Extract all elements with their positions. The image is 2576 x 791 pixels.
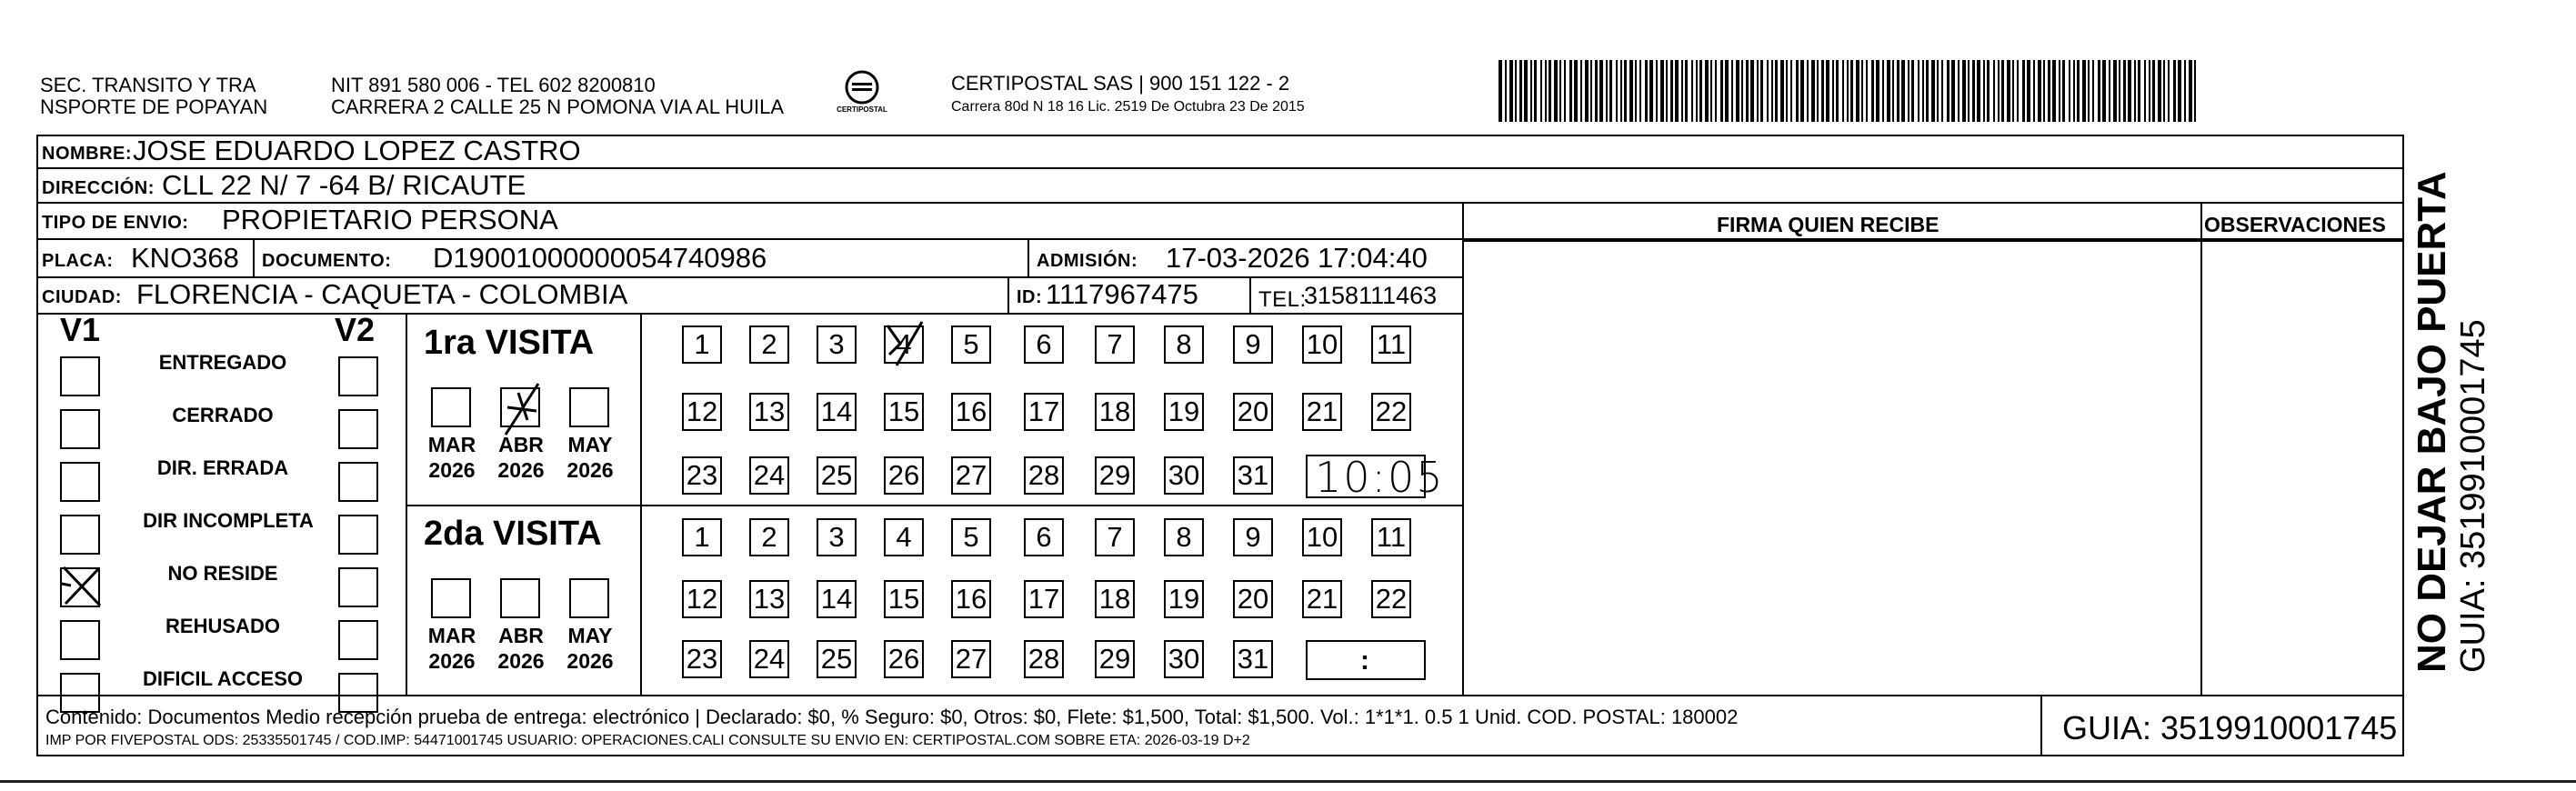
visit1-day-box[interactable]: 24 xyxy=(749,456,789,495)
admission-value: 17-03-2026 17:04:40 xyxy=(1166,242,1428,274)
tel-divider xyxy=(1249,278,1251,313)
footer-guia-divider xyxy=(2040,695,2042,756)
document-label: DOCUMENTO: xyxy=(262,251,392,271)
visit1-month-label: ABR xyxy=(498,433,544,456)
visit2-day-box[interactable]: 26 xyxy=(884,640,924,678)
v1-checkbox[interactable] xyxy=(60,356,100,396)
v2-label: V2 xyxy=(335,311,376,348)
v1-checkbox[interactable] xyxy=(60,515,100,555)
visit2-day-box[interactable]: 9 xyxy=(1233,518,1273,556)
sender-nit: NIT 891 580 006 - TEL 602 8200810 xyxy=(331,74,656,96)
visit1-day-box[interactable]: 25 xyxy=(817,456,857,495)
visit1-day-box[interactable]: 16 xyxy=(951,393,991,431)
status-label: REHUSADO xyxy=(165,615,280,637)
visit1-time-box[interactable] xyxy=(1306,453,1445,502)
visit1-day-box[interactable]: 11 xyxy=(1371,325,1411,364)
visit2-day-box[interactable]: 22 xyxy=(1371,580,1411,618)
visit2-month-label: MAY xyxy=(567,624,613,647)
id-value: 1117967475 xyxy=(1046,278,1198,310)
address-label: DIRECCIÓN: xyxy=(42,178,155,198)
row-city xyxy=(36,278,1464,315)
visit2-day-box[interactable]: 17 xyxy=(1024,580,1064,618)
barcode-space xyxy=(2196,60,2199,122)
visit2-day-box[interactable]: 28 xyxy=(1024,640,1064,678)
visit2-day-box[interactable]: 16 xyxy=(951,580,991,618)
tel-value: 3158111463 xyxy=(1304,282,1438,309)
status-label: DIR. ERRADA xyxy=(156,456,289,479)
visit2-day-box[interactable]: 20 xyxy=(1233,580,1273,618)
footer-contents: Contenido: Documentos Medio recepción prueba de entrega: electrónico | Declarado: $0, % Seguro: $0, Otros: $0, Flete: $1,500, Total: $1,500. Vol.: 1*1*1. 0.5 1 Unid. COD. POSTAL: 180002 xyxy=(45,706,1739,728)
type-label: TIPO DE ENVIO: xyxy=(42,213,189,233)
plate-label: PLACA: xyxy=(42,251,114,271)
visit2-day-box[interactable]: 14 xyxy=(817,580,857,618)
document-value: D19001000000054740986 xyxy=(433,242,767,274)
visit1-day-box[interactable]: 19 xyxy=(1164,393,1204,431)
visit1-day-box[interactable]: 20 xyxy=(1233,393,1273,431)
visit1-day-box[interactable]: 10 xyxy=(1302,325,1342,364)
sender-address: CARRERA 2 CALLE 25 N POMONA VIA AL HUILA xyxy=(331,95,785,118)
visit2-month-checkbox[interactable] xyxy=(431,578,471,618)
signature-header: FIRMA QUIEN RECIBE xyxy=(1717,213,1940,236)
visit2-month-checkbox[interactable] xyxy=(569,578,609,618)
visit1-month-label: MAR xyxy=(427,433,476,456)
v2-checkbox[interactable] xyxy=(338,409,378,449)
visit1-year-label: 2026 xyxy=(428,458,476,482)
visit2-day-box[interactable]: 18 xyxy=(1095,580,1135,618)
visit1-day-box[interactable]: 14 xyxy=(817,393,857,431)
address-value: CLL 22 N/ 7 -64 B/ RICAUTE xyxy=(162,169,526,201)
visit2-day-box[interactable]: 15 xyxy=(884,580,924,618)
visit2-time: : xyxy=(1360,646,1369,676)
v1-checkbox[interactable] xyxy=(60,462,100,502)
visit1-day-box[interactable]: 2 xyxy=(749,325,789,364)
visit2-day-box[interactable]: 30 xyxy=(1164,640,1204,678)
paper-edge xyxy=(0,780,2576,783)
name-label: NOMBRE: xyxy=(42,144,133,164)
observations-header: OBSERVACIONES xyxy=(2204,213,2386,236)
v1-label: V1 xyxy=(60,311,101,348)
side-warning: NO DEJAR BAJO PUERTA xyxy=(2410,171,2454,673)
visit2-day-box[interactable]: 7 xyxy=(1095,518,1135,556)
check-mark-icon xyxy=(58,564,104,609)
visit2-day-box[interactable]: 2 xyxy=(749,518,789,556)
carrier-license: Carrera 80d N 18 16 Lic. 2519 De Octubra 23 De 2015 xyxy=(951,99,1305,115)
footer-guia: GUIA: 3519910001745 xyxy=(2062,709,2398,746)
visit1-day-box[interactable]: 17 xyxy=(1024,393,1064,431)
visit1-day-box[interactable]: 1 xyxy=(682,325,722,364)
visit2-year-label: 2026 xyxy=(428,649,476,673)
visit2-day-box[interactable]: 13 xyxy=(749,580,789,618)
row-address xyxy=(36,169,2404,204)
visit1-day-box[interactable]: 22 xyxy=(1371,393,1411,431)
visit2-month-label: ABR xyxy=(498,624,544,647)
row-type xyxy=(36,204,2404,240)
visit2-day-box[interactable]: 21 xyxy=(1302,580,1342,618)
side-guia: GUIA: 3519910001745 xyxy=(2454,319,2492,673)
visit2-month-label: MAR xyxy=(427,624,476,647)
status-label: NO RESIDE xyxy=(167,562,278,585)
visit2-title: 2da VISITA xyxy=(424,515,602,553)
v2-checkbox[interactable] xyxy=(338,515,378,555)
footer-line xyxy=(36,695,2404,696)
footer-print-info: IMP POR FIVEPOSTAL ODS: 25335501745 / COD.IMP: 54471001745 USUARIO: OPERACIONES.CALI CONSULTE SU ENVIO EN: CERTIPOSTAL.COM SOBRE ETA: 2026-03-19 D+2 xyxy=(45,733,1250,748)
plate-divider xyxy=(253,240,255,276)
visit2-day-box[interactable]: 6 xyxy=(1024,518,1064,556)
id-divider xyxy=(1007,278,1009,313)
check-mark-icon xyxy=(880,320,931,367)
name-value: JOSE EDUARDO LOPEZ CASTRO xyxy=(133,135,581,166)
divider-observations xyxy=(2200,204,2202,695)
visit2-year-label: 2026 xyxy=(497,649,545,673)
check-mark-icon xyxy=(496,380,547,436)
sender-name xyxy=(40,75,267,118)
visit1-day-box[interactable]: 26 xyxy=(884,456,924,495)
visit2-day-box[interactable]: 4 xyxy=(884,518,924,556)
visit1-day-box[interactable]: 12 xyxy=(682,393,722,431)
visit1-day-box[interactable]: 9 xyxy=(1233,325,1273,364)
visit1-time: 10:05 xyxy=(1315,453,1445,502)
visit1-day-box[interactable]: 27 xyxy=(951,456,991,495)
visit1-day-box[interactable]: 7 xyxy=(1095,325,1135,364)
type-value: PROPIETARIO PERSONA xyxy=(222,204,558,235)
visit2-day-box[interactable]: 5 xyxy=(951,518,991,556)
logo-text: CERTIPOSTAL xyxy=(837,105,887,114)
city-value: FLORENCIA - CAQUETA - COLOMBIA xyxy=(136,278,628,310)
v1-checkbox[interactable] xyxy=(60,409,100,449)
signature-header-line xyxy=(1462,240,2404,242)
visit1-year-label: 2026 xyxy=(566,458,614,482)
visit1-month-label: MAY xyxy=(567,433,613,456)
visit1-day-box[interactable]: 29 xyxy=(1095,456,1135,495)
visit2-day-box[interactable]: 8 xyxy=(1164,518,1204,556)
sender-line-2: NSPORTE DE POPAYAN xyxy=(40,95,268,118)
status-label: DIR INCOMPLETA xyxy=(143,509,314,532)
id-label: ID: xyxy=(1017,287,1043,307)
visit1-day-box[interactable]: 6 xyxy=(1024,325,1064,364)
sender-line-1: SEC. TRANSITO Y TRA xyxy=(40,74,256,96)
status-label: ENTREGADO xyxy=(158,351,287,374)
visit1-title: 1ra VISITA xyxy=(424,324,595,362)
visit2-day-box[interactable]: 11 xyxy=(1371,518,1411,556)
visit1-month-checkbox[interactable] xyxy=(569,387,609,427)
status-label: CERRADO xyxy=(172,404,274,426)
v2-checkbox[interactable] xyxy=(338,567,378,607)
visit1-month-checkbox[interactable] xyxy=(431,387,471,427)
visit1-day-box[interactable]: 23 xyxy=(682,456,722,495)
plate-value: KNO368 xyxy=(131,242,239,274)
certipostal-logo xyxy=(835,67,889,120)
visit1-day-box[interactable]: 15 xyxy=(884,393,924,431)
visit2-year-label: 2026 xyxy=(566,649,614,673)
visit2-day-box[interactable]: 1 xyxy=(682,518,722,556)
visit2-day-box[interactable]: 25 xyxy=(817,640,857,678)
visit-divider xyxy=(406,505,1464,506)
visit1-day-box[interactable]: 13 xyxy=(749,393,789,431)
visit2-day-box[interactable]: 19 xyxy=(1164,580,1204,618)
visit2-day-box[interactable]: 24 xyxy=(749,640,789,678)
v1-checkbox[interactable] xyxy=(60,620,100,660)
visit1-day-box[interactable]: 8 xyxy=(1164,325,1204,364)
visit2-day-box[interactable]: 31 xyxy=(1233,640,1273,678)
visit1-day-box[interactable]: 3 xyxy=(817,325,857,364)
admission-divider xyxy=(1027,240,1029,276)
row-plate xyxy=(36,240,1464,278)
sender-info xyxy=(331,75,784,118)
visit2-time-box[interactable] xyxy=(1306,640,1426,680)
v2-checkbox[interactable] xyxy=(338,620,378,660)
visit1-year-label: 2026 xyxy=(497,458,545,482)
visit1-day-box[interactable]: 21 xyxy=(1302,393,1342,431)
carrier-name: CERTIPOSTAL SAS | 900 151 122 - 2 xyxy=(951,72,1290,95)
admission-label: ADMISIÓN: xyxy=(1037,251,1138,271)
visit2-day-box[interactable]: 29 xyxy=(1095,640,1135,678)
visit1-day-box[interactable]: 4 xyxy=(884,325,924,364)
visit2-day-box[interactable]: 23 xyxy=(682,640,722,678)
visit1-day-box[interactable]: 28 xyxy=(1024,456,1064,495)
v2-checkbox[interactable] xyxy=(338,356,378,396)
visit2-day-box[interactable]: 10 xyxy=(1302,518,1342,556)
tel-label: TEL: xyxy=(1258,287,1307,312)
status-label: DIFICIL ACCESO xyxy=(142,667,303,690)
carrier-info xyxy=(951,73,1305,116)
visit2-day-box[interactable]: 3 xyxy=(817,518,857,556)
v2-checkbox[interactable] xyxy=(338,462,378,502)
visit1-day-box[interactable]: 18 xyxy=(1095,393,1135,431)
visit2-month-checkbox[interactable] xyxy=(500,578,540,618)
visit1-day-box[interactable]: 5 xyxy=(951,325,991,364)
visit1-day-box[interactable]: 30 xyxy=(1164,456,1204,495)
city-label: CIUDAD: xyxy=(42,287,122,307)
side-text xyxy=(2410,164,2528,673)
barcode xyxy=(1498,60,2200,122)
visit2-day-box[interactable]: 12 xyxy=(682,580,722,618)
visit1-day-box[interactable]: 31 xyxy=(1233,456,1273,495)
row-name xyxy=(36,135,2404,169)
visit2-day-box[interactable]: 27 xyxy=(951,640,991,678)
